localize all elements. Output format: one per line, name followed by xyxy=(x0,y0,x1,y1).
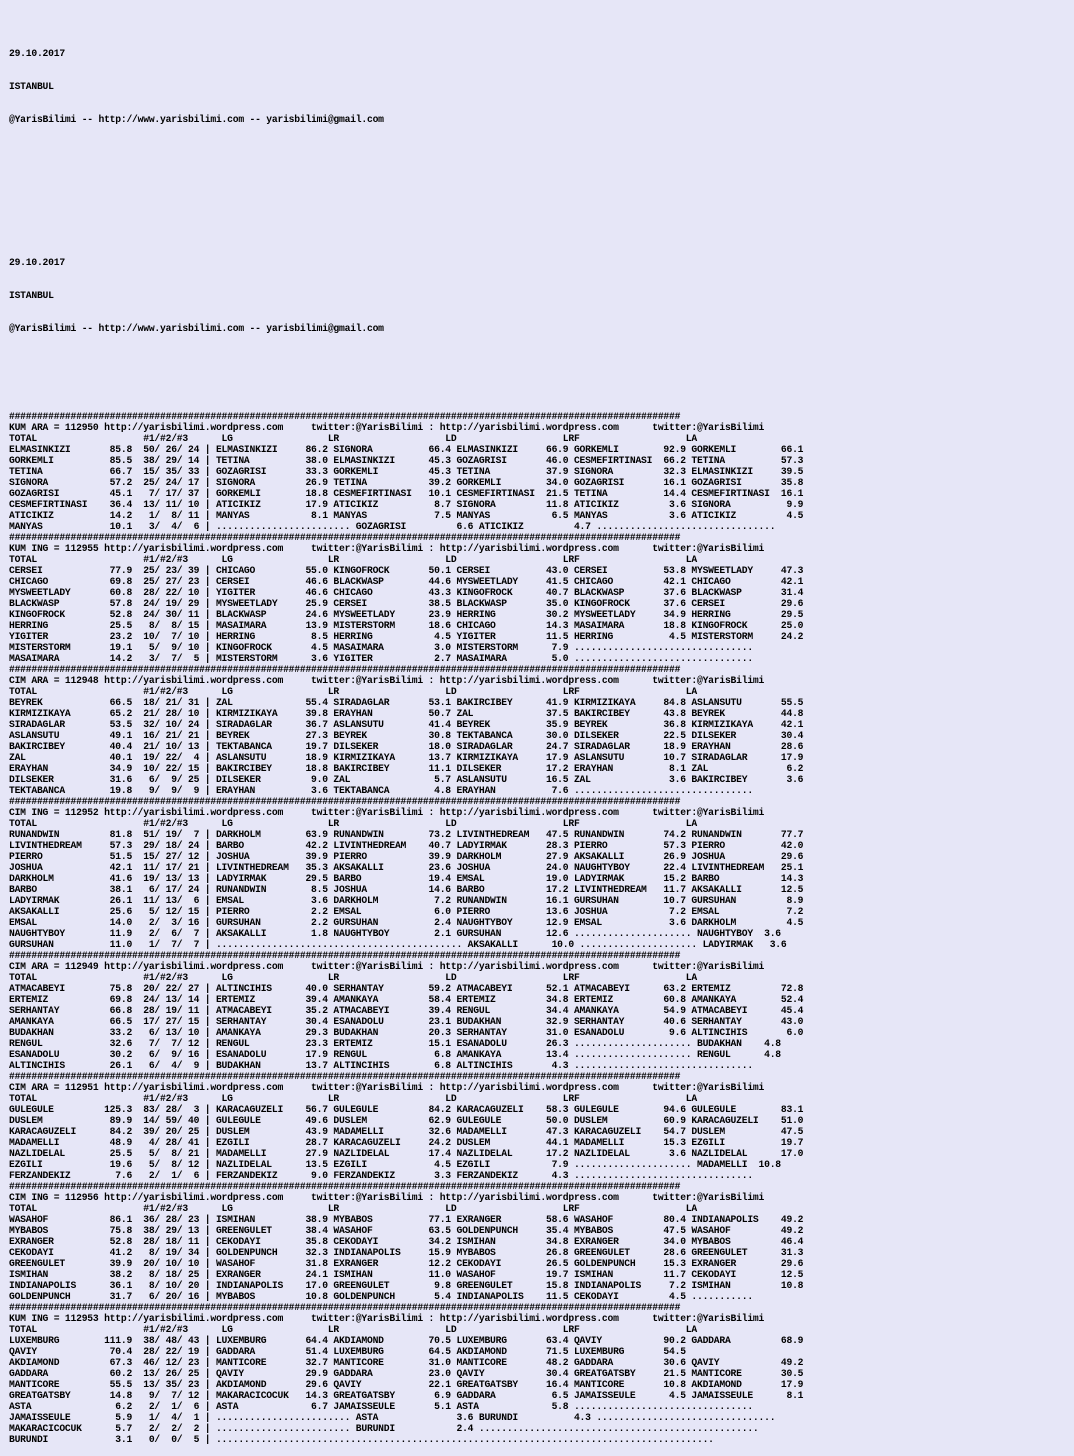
result-row: ATICIKIZ 14.2 1/ 8/ 11 | MANYAS 8.1 MANYAS 7.5 MANYAS 6.5 MANYAS 3.6 ATICIKIZ 4.5 xyxy=(9,510,804,521)
result-row: MANTICORE 55.5 13/ 35/ 23 | AKDIAMOND 29.6 QAVIY 22.1 GREATGATSBY 16.4 MANTICORE 10.8 AKDIAMOND 17.9 xyxy=(9,1379,804,1390)
race-title-line: KUM ARA = 112950 http://yarisbilimi.wordpress.com twitter:@YarisBilimi : http://yarisbilimi.wordpress.com twitter:@YarisBilimi xyxy=(9,422,765,433)
result-row: NAZLIDELAL 25.5 5/ 8/ 21 | MADAMELLI 27.9 NAZLIDELAL 17.4 NAZLIDELAL 17.2 NAZLIDELAL 3.6 NAZLIDELAL 17.0 xyxy=(9,1148,804,1159)
race-block-cim-ing xyxy=(9,796,1071,950)
city-line: ISTANBUL xyxy=(9,81,54,92)
result-row: BUDAKHAN 33.2 6/ 13/ 10 | AMANKAYA 29.3 BUDAKHAN 20.3 SERHANTAY 31.0 ESANADOLU 9.6 ALTINCIHIS 6.0 xyxy=(9,1027,804,1038)
result-row: LADYIRMAK 26.1 11/ 13/ 6 | EMSAL 3.6 DARKHOLM 7.2 RUNANDWIN 16.1 GURSUHAN 10.7 GURSUHAN 8.9 xyxy=(9,895,804,906)
result-row: WASAHOF 86.1 36/ 28/ 23 | ISMIHAN 38.9 MYBABOS 77.1 EXRANGER 58.6 WASAHOF 80.4 INDIANAPOLIS 49.2 xyxy=(9,1214,804,1225)
separator-line: ######################################################################################################################## xyxy=(9,796,681,807)
result-row: TETINA 66.7 15/ 35/ 33 | GOZAGRISI 33.3 GORKEMLI 45.3 TETINA 37.9 SIGNORA 32.3 ELMASINKIZI 39.5 xyxy=(9,466,804,477)
result-row: GOLDENPUNCH 31.7 6/ 20/ 16 | MYBABOS 10.8 GOLDENPUNCH 5.4 INDIANAPOLIS 11.5 CEKODAYI 4.5 ........... xyxy=(9,1291,753,1302)
result-row: EXRANGER 52.8 28/ 18/ 11 | CEKODAYI 35.8 CEKODAYI 34.2 ISMIHAN 34.8 EXRANGER 34.0 MYBABOS 46.4 xyxy=(9,1236,804,1247)
result-row: BURUNDI 3.1 0/ 0/ 5 | ......................................................................................... xyxy=(9,1434,714,1445)
result-row: JOSHUA 42.1 11/ 17/ 21 | LIVINTHEDREAM 35.3 AKSAKALLI 23.6 JOSHUA 24.0 NAUGHTYBOY 22.4 LIVINTHEDREAM 25.1 xyxy=(9,862,804,873)
city-line: ISTANBUL xyxy=(9,290,54,301)
result-row: INDIANAPOLIS 36.1 8/ 10/ 20 | INDIANAPOLIS 17.0 GREENGULET 9.8 GREENGULET 15.8 INDIANAPOLIS 7.2 ISMIHAN 10.8 xyxy=(9,1280,804,1291)
race-block-cim-ara-3 xyxy=(9,1071,1071,1181)
result-row: SIGNORA 57.2 25/ 24/ 17 | SIGNORA 26.9 TETINA 39.2 GORKEMLI 34.0 GOZAGRISI 16.1 GOZAGRISI 35.8 xyxy=(9,477,804,488)
header xyxy=(9,26,1071,147)
result-row: QAVIY 70.4 28/ 22/ 19 | GADDARA 51.4 LUXEMBURG 64.5 AKDIAMOND 71.5 LUXEMBURG 54.5 xyxy=(9,1346,686,1357)
column-header-line: TOTAL #1/#2/#3 LG LR LD LRF LA xyxy=(9,972,697,983)
result-row: CEKODAYI 41.2 8/ 19/ 34 | GOLDENPUNCH 32.3 INDIANAPOLIS 15.9 MYBABOS 26.8 GREENGULET 28.6 GREENGULET 31.3 xyxy=(9,1247,804,1258)
result-row: ISMIHAN 38.2 8/ 18/ 25 | EXRANGER 24.1 ISMIHAN 11.0 WASAHOF 19.7 ISMIHAN 11.7 CEKODAYI 12.5 xyxy=(9,1269,804,1280)
result-row: AMANKAYA 66.5 17/ 27/ 15 | SERHANTAY 30.4 ESANADOLU 23.1 BUDAKHAN 32.9 SERHANTAY 40.6 SERHANTAY 43.0 xyxy=(9,1016,804,1027)
result-row: HERRING 25.5 8/ 8/ 15 | MASAIMARA 13.9 MISTERSTORM 18.6 CHICAGO 14.3 MASAIMARA 18.8 KINGOFROCK 25.0 xyxy=(9,620,804,631)
result-row: LIVINTHEDREAM 57.3 29/ 18/ 24 | BARBO 42.2 LIVINTHEDREAM 40.7 LADYIRMAK 28.3 PIERRO 57.3 PIERRO 42.0 xyxy=(9,840,804,851)
result-row: ASTA 6.2 2/ 1/ 6 | ASTA 6.7 JAMAISSEULE 5.1 ASTA 5.8 ................................ xyxy=(9,1401,753,1412)
result-row: GREENGULET 39.9 20/ 10/ 10 | WASAHOF 31.8 EXRANGER 12.2 CEKODAYI 26.5 GOLDENPUNCH 15.3 EXRANGER 29.6 xyxy=(9,1258,804,1269)
result-row: DUSLEM 89.9 14/ 59/ 40 | GULEGULE 49.6 DUSLEM 62.9 GULEGULE 50.0 DUSLEM 60.9 KARACAGUZELI 51.0 xyxy=(9,1115,804,1126)
result-row: KINGOFROCK 52.8 24/ 30/ 11 | BLACKWASP 24.6 MYSWEETLADY 23.9 HERRING 30.2 MYSWEETLADY 34.9 HERRING 29.5 xyxy=(9,609,804,620)
result-row: BLACKWASP 57.8 24/ 19/ 29 | MYSWEETLADY 25.9 CERSEI 38.5 BLACKWASP 35.0 KINGOFROCK 37.6 CERSEI 29.6 xyxy=(9,598,804,609)
result-row: BARBO 38.1 6/ 17/ 24 | RUNANDWIN 8.5 JOSHUA 14.6 BARBO 17.2 LIVINTHEDREAM 11.7 AKSAKALLI 12.5 xyxy=(9,884,804,895)
contact-line: @YarisBilimi -- http://www.yarisbilimi.com -- yarisbilimi@gmail.com xyxy=(9,114,384,125)
race-title-line: CIM ING = 112956 http://yarisbilimi.wordpress.com twitter:@YarisBilimi : http://yarisbilimi.wordpress.com twitter:@YarisBilimi xyxy=(9,1192,765,1203)
result-row: AKSAKALLI 25.6 5/ 12/ 15 | PIERRO 2.2 EMSAL 6.0 PIERRO 13.6 JOSHUA 7.2 EMSAL 7.2 xyxy=(9,906,804,917)
result-row: NAUGHTYBOY 11.9 2/ 6/ 7 | AKSAKALLI 1.8 NAUGHTYBOY 2.1 GURSUHAN 12.6 ..................... NAUGHTYBOY 3.6 xyxy=(9,928,781,939)
column-header-line: TOTAL #1/#2/#3 LG LR LD LRF LA xyxy=(9,686,697,697)
result-row: JAMAISSEULE 5.9 1/ 4/ 1 | ........................ ASTA 3.6 BURUNDI 4.3 ................................ xyxy=(9,1412,776,1423)
separator-line: ######################################################################################################################## xyxy=(9,664,681,675)
separator-line: ######################################################################################################################## xyxy=(9,1181,681,1192)
race-block-cim-ara xyxy=(9,664,1071,796)
result-row: MYSWEETLADY 60.8 28/ 22/ 10 | YIGITER 46.6 CHICAGO 43.3 KINGOFROCK 40.7 BLACKWASP 37.6 BLACKWASP 31.4 xyxy=(9,587,804,598)
result-row: GREATGATSBY 14.8 9/ 7/ 12 | MAKARACICOCUK 14.3 GREATGATSBY 6.9 GADDARA 6.5 JAMAISSEULE 4.5 JAMAISSEULE 8.1 xyxy=(9,1390,804,1401)
result-row: MISTERSTORM 19.1 5/ 9/ 10 | KINGOFROCK 4.5 MASAIMARA 3.0 MISTERSTORM 7.9 ................................ xyxy=(9,642,753,653)
result-row: KIRMIZIKAYA 65.2 21/ 28/ 10 | KIRMIZIKAYA 39.8 ERAYHAN 50.7 ZAL 37.5 BAKIRCIBEY 43.8 BEYREK 44.8 xyxy=(9,708,804,719)
race-title-line: KUM ING = 112955 http://yarisbilimi.wordpress.com twitter:@YarisBilimi : http://yarisbilimi.wordpress.com twitter:@YarisBilimi xyxy=(9,543,765,554)
result-row: GOZAGRISI 45.1 7/ 17/ 37 | GORKEMLI 18.8 CESMEFIRTINASI 10.1 CESMEFIRTINASI 21.5 TETINA 14.4 CESMEFIRTINASI 16.1 xyxy=(9,488,804,499)
separator-line: ######################################################################################################################## xyxy=(9,1071,681,1082)
result-row: SIRADAGLAR 53.5 32/ 10/ 24 | SIRADAGLAR 36.7 ASLANSUTU 41.4 BEYREK 35.9 BEYREK 36.8 KIRMIZIKAYA 42.1 xyxy=(9,719,804,730)
result-row: ASLANSUTU 49.1 16/ 21/ 21 | BEYREK 27.3 BEYREK 30.8 TEKTABANCA 30.0 DILSEKER 22.5 DILSEKER 30.4 xyxy=(9,730,804,741)
result-row: GADDARA 60.2 13/ 26/ 25 | QAVIY 29.9 GADDARA 23.0 QAVIY 30.4 GREATGATSBY 21.5 MANTICORE 30.5 xyxy=(9,1368,804,1379)
result-row: GURSUHAN 11.0 1/ 7/ 7 | ............................................ AKSAKALLI 10.0 ..................... LADYIRMAK 3.6 xyxy=(9,939,787,950)
result-row: EMSAL 14.0 2/ 3/ 16 | GURSUHAN 2.2 GURSUHAN 2.4 NAUGHTYBOY 12.9 EMSAL 3.6 DARKHOLM 4.5 xyxy=(9,917,804,928)
result-row: RENGUL 32.6 7/ 7/ 12 | RENGUL 23.3 ERTEMIZ 15.1 ESANADOLU 26.3 ..................... BUDAKHAN 4.8 xyxy=(9,1038,781,1049)
result-row: ATMACABEYI 75.8 20/ 22/ 27 | ALTINCIHIS 40.0 SERHANTAY 59.2 ATMACABEYI 52.1 ATMACABEYI 63.2 ERTEMIZ 72.8 xyxy=(9,983,804,994)
result-row: CERSEI 77.9 25/ 23/ 39 | CHICAGO 55.0 KINGOFROCK 50.1 CERSEI 43.0 CERSEI 53.8 MYSWEETLADY 47.3 xyxy=(9,565,804,576)
result-row: KARACAGUZELI 84.2 39/ 20/ 25 | DUSLEM 43.9 MADAMELLI 32.6 MADAMELLI 47.3 KARACAGUZELI 54.7 DUSLEM 47.5 xyxy=(9,1126,804,1137)
result-row: CHICAGO 69.8 25/ 27/ 23 | CERSEI 46.6 BLACKWASP 44.6 MYSWEETLADY 41.5 CHICAGO 42.1 CHICAGO 42.1 xyxy=(9,576,804,587)
result-row: DARKHOLM 41.6 19/ 13/ 13 | LADYIRMAK 29.5 BARBO 19.4 EMSAL 19.0 LADYIRMAK 15.2 BARBO 14.3 xyxy=(9,873,804,884)
result-row: CESMEFIRTINASI 36.4 13/ 11/ 10 | ATICIKIZ 17.9 ATICIKIZ 8.7 SIGNORA 11.8 ATICIKIZ 3.6 SIGNORA 9.9 xyxy=(9,499,804,510)
date-line: 29.10.2017 xyxy=(9,48,65,59)
result-row: BEYREK 66.5 18/ 21/ 31 | ZAL 55.4 SIRADAGLAR 53.1 BAKIRCIBEY 41.9 KIRMIZIKAYA 84.8 ASLANSUTU 55.5 xyxy=(9,697,804,708)
result-row: RUNANDWIN 81.8 51/ 19/ 7 | DARKHOLM 63.9 RUNANDWIN 73.2 LIVINTHEDREAM 47.5 RUNANDWIN 74.2 RUNANDWIN 77.7 xyxy=(9,829,804,840)
result-row: GORKEMLI 85.5 38/ 29/ 14 | TETINA 38.0 ELMASINKIZI 45.3 GOZAGRISI 46.0 CESMEFIRTINASI 66.2 TETINA 57.3 xyxy=(9,455,804,466)
result-row: EZGILI 19.6 5/ 8/ 12 | NAZLIDELAL 13.5 EZGILI 4.5 EZGILI 7.9 ..................... MADAMELLI 10.8 xyxy=(9,1159,781,1170)
result-row: DILSEKER 31.6 6/ 9/ 25 | DILSEKER 9.0 ZAL 5.7 ASLANSUTU 16.5 ZAL 3.6 BAKIRCIBEY 3.6 xyxy=(9,774,804,785)
result-row: BAKIRCIBEY 40.4 21/ 10/ 13 | TEKTABANCA 19.7 DILSEKER 18.0 SIRADAGLAR 24.7 SIRADAGLAR 18.9 ERAYHAN 28.6 xyxy=(9,741,804,752)
date-line: 29.10.2017 xyxy=(9,257,65,268)
result-row: ERTEMIZ 69.8 24/ 13/ 14 | ERTEMIZ 39.4 AMANKAYA 58.4 ERTEMIZ 34.8 ERTEMIZ 60.8 AMANKAYA 52.4 xyxy=(9,994,804,1005)
race-block-kum-ara xyxy=(9,411,1071,532)
race-title-line: KUM ING = 112953 http://yarisbilimi.wordpress.com twitter:@YarisBilimi : http://yarisbilimi.wordpress.com twitter:@YarisBilimi xyxy=(9,1313,765,1324)
result-row: MADAMELLI 48.9 4/ 28/ 41 | EZGILI 28.7 KARACAGUZELI 24.2 DUSLEM 44.1 MADAMELLI 15.3 EZGILI 19.7 xyxy=(9,1137,804,1148)
result-row: PIERRO 51.5 15/ 27/ 12 | JOSHUA 39.9 PIERRO 39.9 DARKHOLM 27.9 AKSAKALLI 26.9 JOSHUA 29.6 xyxy=(9,851,804,862)
result-row: ALTINCIHIS 26.1 6/ 4/ 9 | BUDAKHAN 13.7 ALTINCIHIS 6.8 ALTINCIHIS 4.3 ................................ xyxy=(9,1060,753,1071)
race-block-cim-ing-2 xyxy=(9,1181,1071,1302)
column-header-line: TOTAL #1/#2/#3 LG LR LD LRF LA xyxy=(9,1093,697,1104)
result-row: SERHANTAY 66.8 28/ 19/ 11 | ATMACABEYI 35.2 ATMACABEYI 39.4 RENGUL 34.4 AMANKAYA 54.9 ATMACABEYI 45.4 xyxy=(9,1005,804,1016)
result-row: ERAYHAN 34.9 10/ 22/ 15 | BAKIRCIBEY 18.8 BAKIRCIBEY 11.1 DILSEKER 17.2 ERAYHAN 8.1 ZAL 6.2 xyxy=(9,763,804,774)
result-row: ZAL 40.1 19/ 22/ 4 | ASLANSUTU 18.9 KIRMIZIKAYA 13.7 KIRMIZIKAYA 17.9 ASLANSUTU 10.7 SIRADAGLAR 17.9 xyxy=(9,752,804,763)
result-row: AKDIAMOND 67.3 46/ 12/ 23 | MANTICORE 32.7 MANTICORE 31.0 MANTICORE 48.2 GADDARA 30.6 QAVIY 49.2 xyxy=(9,1357,804,1368)
result-row: MANYAS 10.1 3/ 4/ 6 | ........................ GOZAGRISI 6.6 ATICIKIZ 4.7 ................................ xyxy=(9,521,776,532)
race-block-cim-ara-2 xyxy=(9,950,1071,1071)
result-row: GULEGULE 125.3 83/ 28/ 3 | KARACAGUZELI 56.7 GULEGULE 84.2 KARACAGUZELI 58.3 GULEGULE 94.6 GULEGULE 83.1 xyxy=(9,1104,804,1115)
result-row: MASAIMARA 14.2 3/ 7/ 5 | MISTERSTORM 3.6 YIGITER 2.7 MASAIMARA 5.0 ................................ xyxy=(9,653,753,664)
column-header-line: TOTAL #1/#2/#3 LG LR LD LRF LA xyxy=(9,433,697,444)
separator-line: ######################################################################################################################## xyxy=(9,532,681,543)
race-title-line: CIM ARA = 112951 http://yarisbilimi.wordpress.com twitter:@YarisBilimi : http://yarisbilimi.wordpress.com twitter:@YarisBilimi xyxy=(9,1082,765,1093)
contact-line: @YarisBilimi -- http://www.yarisbilimi.com -- yarisbilimi@gmail.com xyxy=(9,323,384,334)
header-repeat xyxy=(9,235,1071,356)
result-row: ESANADOLU 30.2 6/ 9/ 16 | ESANADOLU 17.9 RENGUL 6.8 AMANKAYA 13.4 ..................... RENGUL 4.8 xyxy=(9,1049,781,1060)
column-header-line: TOTAL #1/#2/#3 LG LR LD LRF LA xyxy=(9,1324,697,1335)
column-header-line: TOTAL #1/#2/#3 LG LR LD LRF LA xyxy=(9,1203,697,1214)
separator-line: ######################################################################################################################## xyxy=(9,950,681,961)
separator-line: ######################################################################################################################## xyxy=(9,1302,681,1313)
race-title-line: CIM ING = 112952 http://yarisbilimi.wordpress.com twitter:@YarisBilimi : http://yarisbilimi.wordpress.com twitter:@YarisBilimi xyxy=(9,807,765,818)
result-row: FERZANDEKIZ 7.6 2/ 1/ 6 | FERZANDEKIZ 9.0 FERZANDEKIZ 3.3 FERZANDEKIZ 4.3 ................................ xyxy=(9,1170,753,1181)
column-header-line: TOTAL #1/#2/#3 LG LR LD LRF LA xyxy=(9,554,697,565)
result-row: MYBABOS 75.8 38/ 29/ 13 | GREENGULET 38.4 WASAHOF 63.5 GOLDENPUNCH 35.4 MYBABOS 47.5 WASAHOF 49.2 xyxy=(9,1225,804,1236)
result-row: YIGITER 23.2 10/ 7/ 10 | HERRING 8.5 HERRING 4.5 YIGITER 11.5 HERRING 4.5 MISTERSTORM 24.2 xyxy=(9,631,804,642)
result-row: ELMASINKIZI 85.8 50/ 26/ 24 | ELMASINKIZI 86.2 SIGNORA 66.4 ELMASINKIZI 66.9 GORKEMLI 92.9 GORKEMLI 66.1 xyxy=(9,444,804,455)
column-header-line: TOTAL #1/#2/#3 LG LR LD LRF LA xyxy=(9,818,697,829)
separator-line: ######################################################################################################################## xyxy=(9,411,681,422)
race-block-kum-ing xyxy=(9,532,1071,664)
race-title-line: CIM ARA = 112948 http://yarisbilimi.wordpress.com twitter:@YarisBilimi : http://yarisbilimi.wordpress.com twitter:@YarisBilimi xyxy=(9,675,765,686)
result-row: MAKARACICOCUK 5.7 2/ 2/ 2 | ........................ BURUNDI 2.4 .................................................. xyxy=(9,1423,759,1434)
race-blocks xyxy=(9,411,1071,1445)
result-row: LUXEMBURG 111.9 38/ 48/ 43 | LUXEMBURG 64.4 AKDIAMOND 70.5 LUXEMBURG 63.4 QAVIY 90.2 GADDARA 68.9 xyxy=(9,1335,804,1346)
race-results-document xyxy=(9,4,1071,1456)
race-title-line: CIM ARA = 112949 http://yarisbilimi.wordpress.com twitter:@YarisBilimi : http://yarisbilimi.wordpress.com twitter:@YarisBilimi xyxy=(9,961,765,972)
race-block-kum-ing-2 xyxy=(9,1302,1071,1445)
result-row: TEKTABANCA 19.8 9/ 9/ 9 | ERAYHAN 3.6 TEKTABANCA 4.8 ERAYHAN 7.6 ................................ xyxy=(9,785,753,796)
